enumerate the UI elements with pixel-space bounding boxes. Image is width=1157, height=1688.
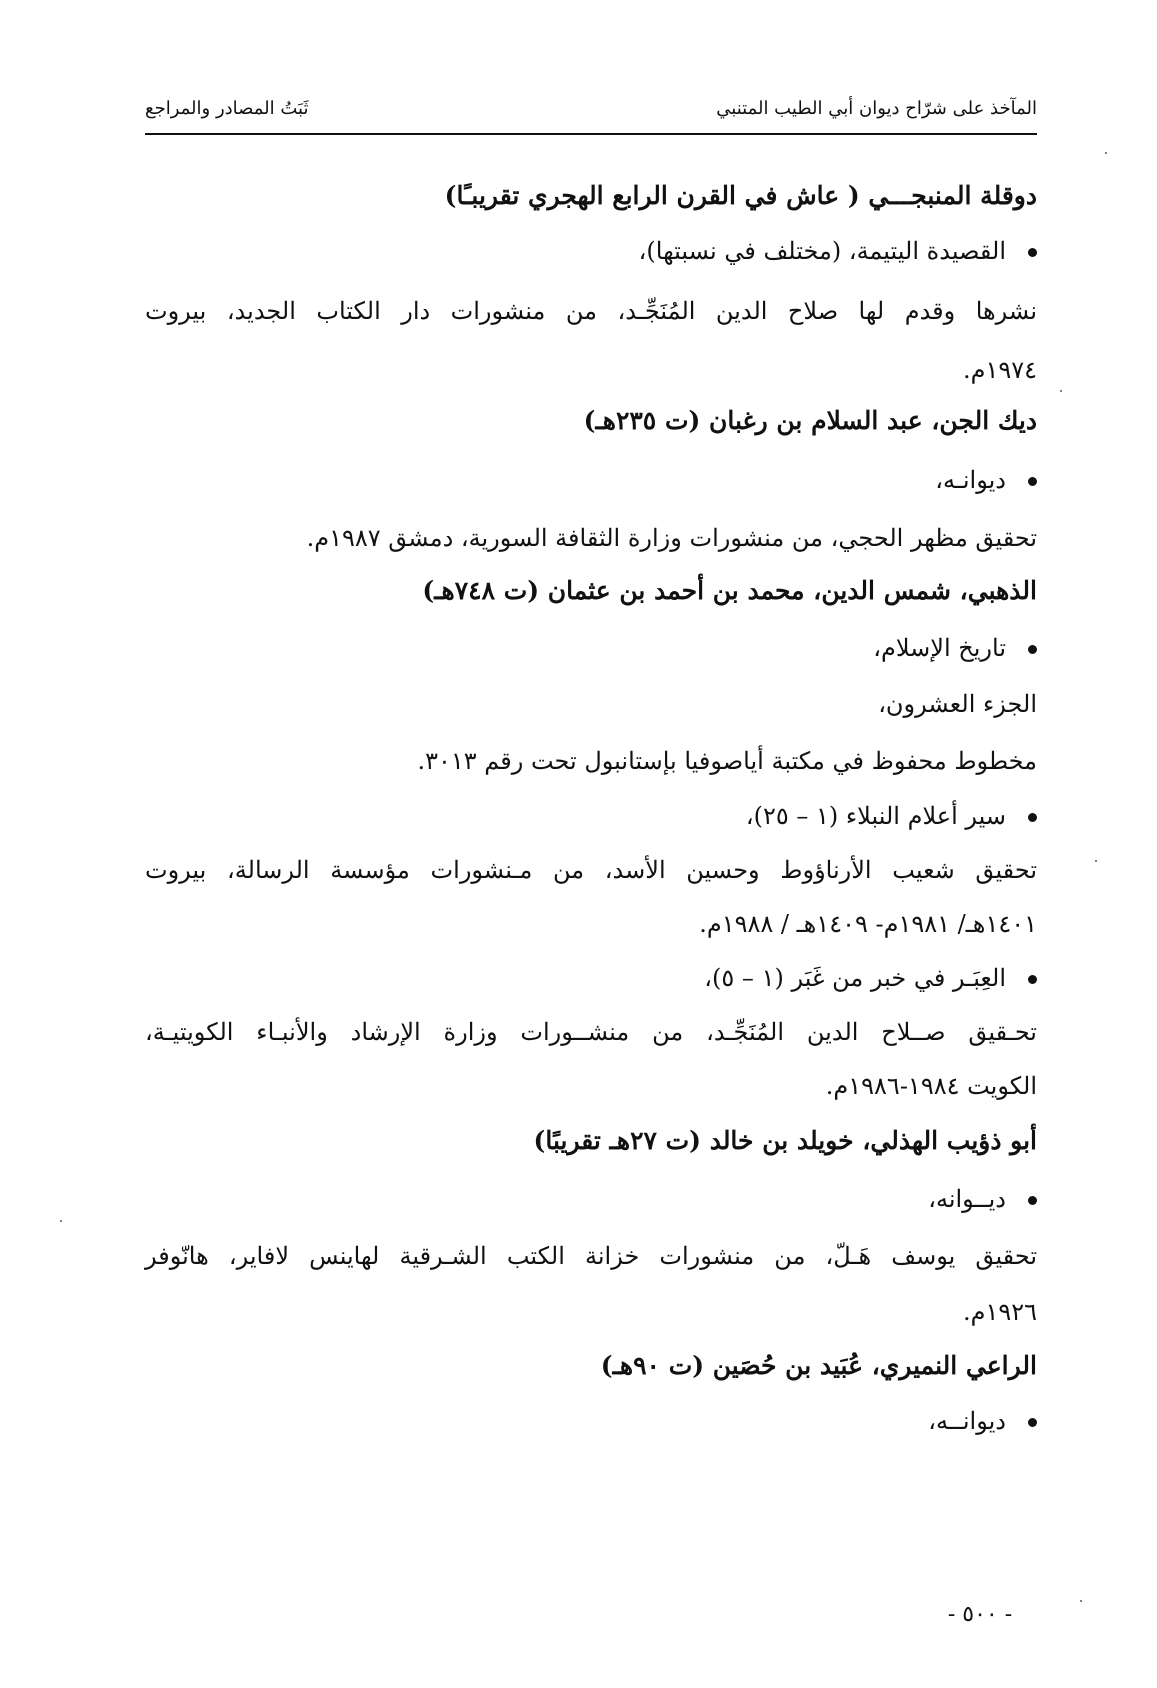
bullet-text: القصيدة اليتيمة، (مختلف في نسبتها)، — [638, 237, 1006, 265]
bullet-icon — [1028, 975, 1037, 984]
bullet-item — [704, 962, 1037, 994]
bullet-text: تاريخ الإسلام، — [873, 634, 1006, 662]
bullet-icon — [1028, 248, 1037, 257]
bullet-text: ديوانـه، — [935, 466, 1006, 494]
scan-speck — [1060, 390, 1062, 392]
scan-speck — [1105, 152, 1107, 154]
running-header — [145, 92, 1037, 136]
entry-continuation: ١٩٢٦م. — [962, 1298, 1037, 1326]
section-title: ثَبَتُ المصادر والمراجع — [145, 98, 309, 119]
bullet-icon — [1028, 477, 1037, 486]
bullet-text: ديوانــه، — [928, 1407, 1006, 1435]
bullet-text: ديــوانه، — [928, 1185, 1006, 1213]
bullet-item — [928, 1405, 1037, 1437]
entry-continuation: الكويت ١٩٨٤-١٩٨٦م. — [825, 1072, 1037, 1100]
header-rule — [145, 133, 1037, 135]
page-number: - ٥٠٠ - — [947, 1602, 1013, 1627]
bullet-text: سير أعلام النبلاء (١ – ٢٥)، — [745, 802, 1006, 830]
entry-heading: دوقلة المنبجـــي ( عاش في القرن الرابع الهجري تقريبـًا) — [444, 181, 1037, 210]
scan-speck — [60, 1220, 62, 1222]
entry-paragraph: تحقيق مظهر الحجي، من منشورات وزارة الثقافة السورية، دمشق ١٩٨٧م. — [306, 524, 1037, 552]
book-title: المآخذ على شرّاح ديوان أبي الطيب المتنبي — [716, 98, 1037, 119]
entry-paragraph: مخطوط محفوظ في مكتبة أياصوفيا بإستانبول تحت رقم ٣٠١٣. — [417, 747, 1037, 775]
entry-heading: ديك الجن، عبد السلام بن رغبان (ت ٢٣٥هـ) — [583, 406, 1037, 435]
entry-heading: أبو ذؤيب الهذلي، خويلد بن خالد (ت ٢٧هـ تقريبًا) — [533, 1126, 1037, 1155]
bullet-item — [873, 632, 1037, 664]
bullet-icon — [1028, 1196, 1037, 1205]
entry-continuation: ١٤٠١هـ/ ١٩٨١م- ١٤٠٩هـ / ١٩٨٨م. — [699, 910, 1037, 938]
bullet-icon — [1028, 1418, 1037, 1427]
entry-paragraph: نشرها وقدم لها صلاح الدين المُنَجِّـد، من منشورات دار الكتاب الجديد، بيروت — [145, 297, 1037, 325]
bullet-text: العِبَـر في خبر من غَبَر (١ – ٥)، — [704, 964, 1006, 992]
bullet-item — [928, 1183, 1037, 1215]
entry-heading: الذهبي، شمس الدين، محمد بن أحمد بن عثمان (ت ٧٤٨هـ) — [422, 576, 1037, 605]
bullet-item — [746, 800, 1037, 832]
entry-paragraph: تحقيق يوسف هَـلّ، من منشورات خزانة الكتب الشـرقية لهاينس لافاير، هانّوفر — [145, 1242, 1037, 1270]
scan-speck — [1080, 1600, 1082, 1602]
entry-subline: الجزء العشرون، — [878, 690, 1037, 718]
bullet-icon — [1028, 813, 1037, 822]
bullet-icon — [1028, 645, 1037, 654]
bullet-item — [935, 464, 1037, 496]
entry-continuation: ١٩٧٤م. — [962, 356, 1037, 384]
scan-speck — [1095, 860, 1097, 862]
entry-paragraph: تحقيق شعيب الأرناؤوط وحسين الأسد، من مـنشورات مؤسسة الرسالة، بيروت — [145, 856, 1037, 884]
entry-heading: الراعي النميري، عُبَيد بن حُصَين (ت ٩٠هـ) — [600, 1351, 1037, 1380]
bullet-item — [639, 235, 1037, 267]
entry-paragraph: تحـقيق صــلاح الدين المُنَجِّـد، من منشــورات وزارة الإرشاد والأنبـاء الكويتيـة، — [145, 1018, 1037, 1046]
